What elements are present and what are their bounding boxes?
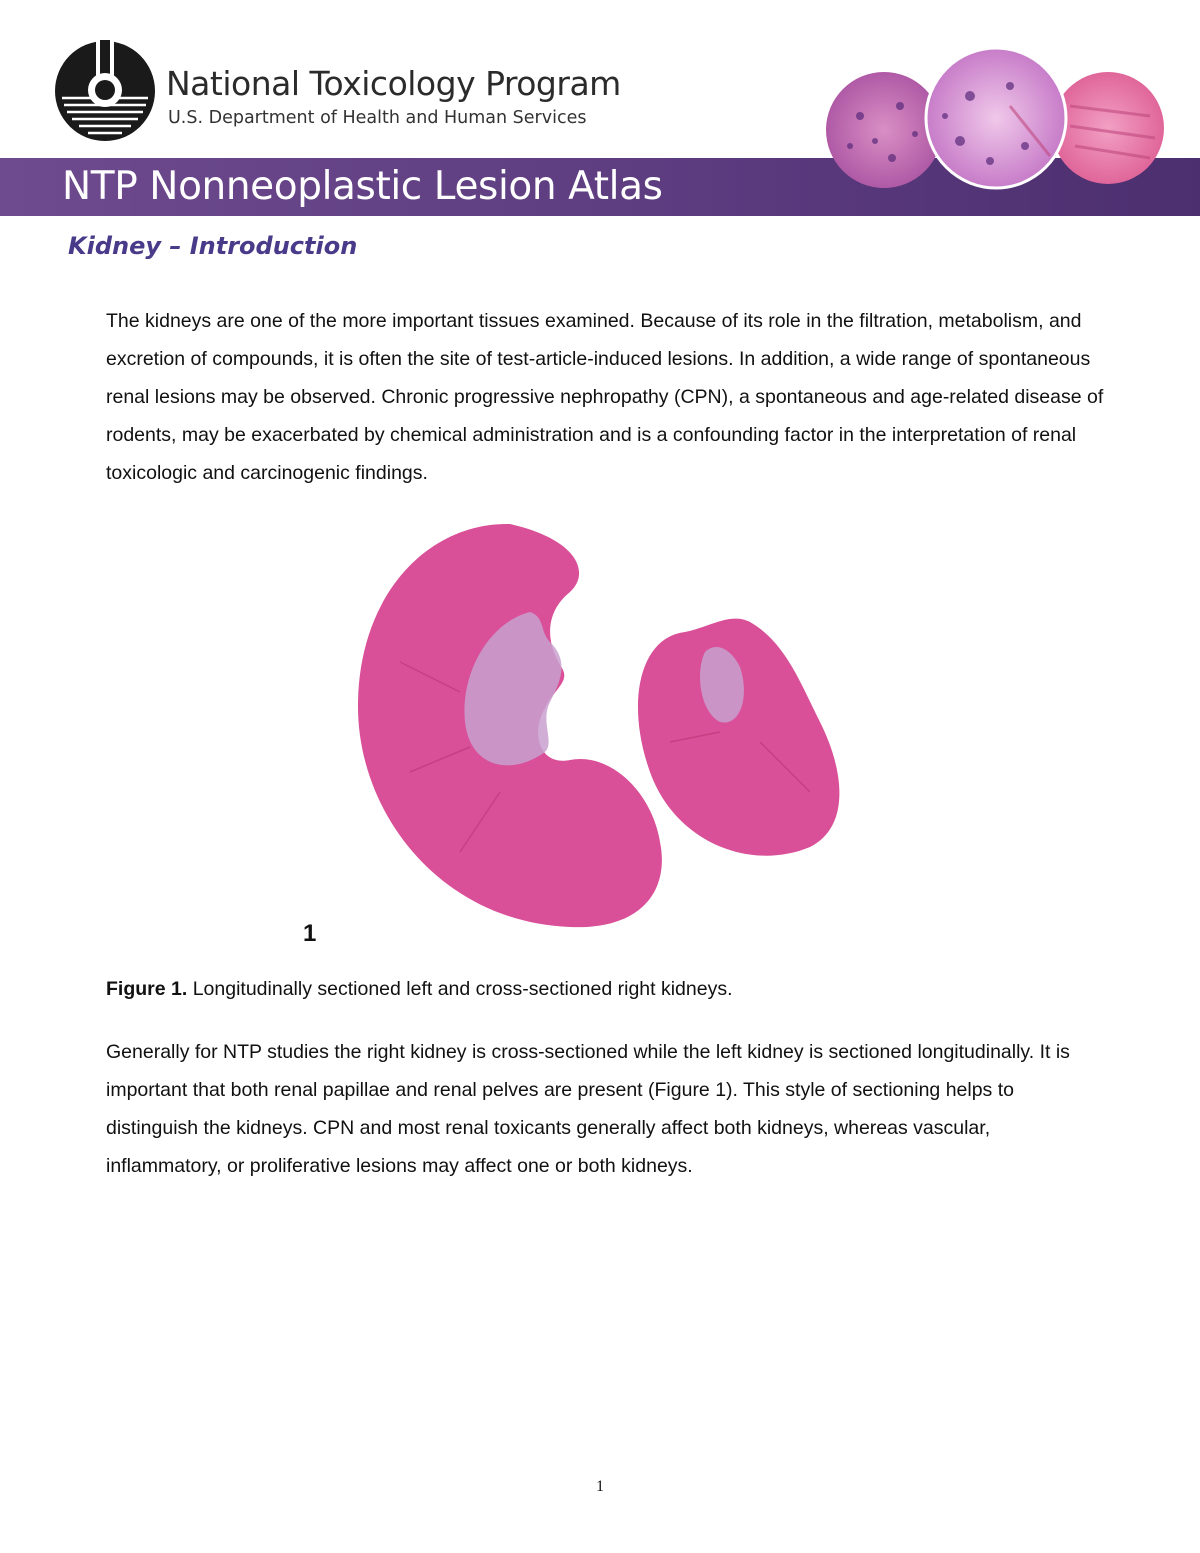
org-name: National Toxicology Program <box>166 64 621 103</box>
histology-circles-image <box>820 46 1180 196</box>
body-paragraph: Generally for NTP studies the right kidney is cross-sectioned while the left kidney is sectioned longitudinally. It is important that both renal papillae and renal pelves are present (Figure 1). This style of sectioning helps to distinguish the kidneys. CPN and most renal toxicants generally affect both kidneys, whereas vascular, inflammatory, or proliferative lesions may affect one or both kidneys. <box>106 1041 1070 1177</box>
figure-number: 1 <box>303 920 317 947</box>
atlas-title: NTP Nonneoplastic Lesion Atlas <box>62 164 663 209</box>
page-number: 1 <box>596 1478 604 1495</box>
caption-text: Longitudinally sectioned left and cross-sectioned right kidneys. <box>187 978 733 1000</box>
ntp-logo-icon <box>54 40 156 142</box>
page-header <box>0 0 1200 216</box>
intro-paragraph: The kidneys are one of the more important tissues examined. Because of its role in the filtration, metabolism, and excretion of compounds, it is often the site of test-article-induced lesions. In addition, a wide range of spontaneous renal lesions may be observed. Chronic progressive nephropathy (CPN), a spontaneous and age-related disease of rodents, may be exacerbated by chemical administration and is a confounding factor in the interpretation of renal toxicologic and carcinogenic findings. <box>106 310 1104 484</box>
caption-label: Figure 1. <box>106 978 188 1000</box>
figure-caption <box>106 978 733 1001</box>
kidney-sections-image <box>340 512 860 932</box>
org-department: U.S. Department of Health and Human Services <box>168 108 587 128</box>
section-title: Kidney – Introduction <box>68 232 358 260</box>
